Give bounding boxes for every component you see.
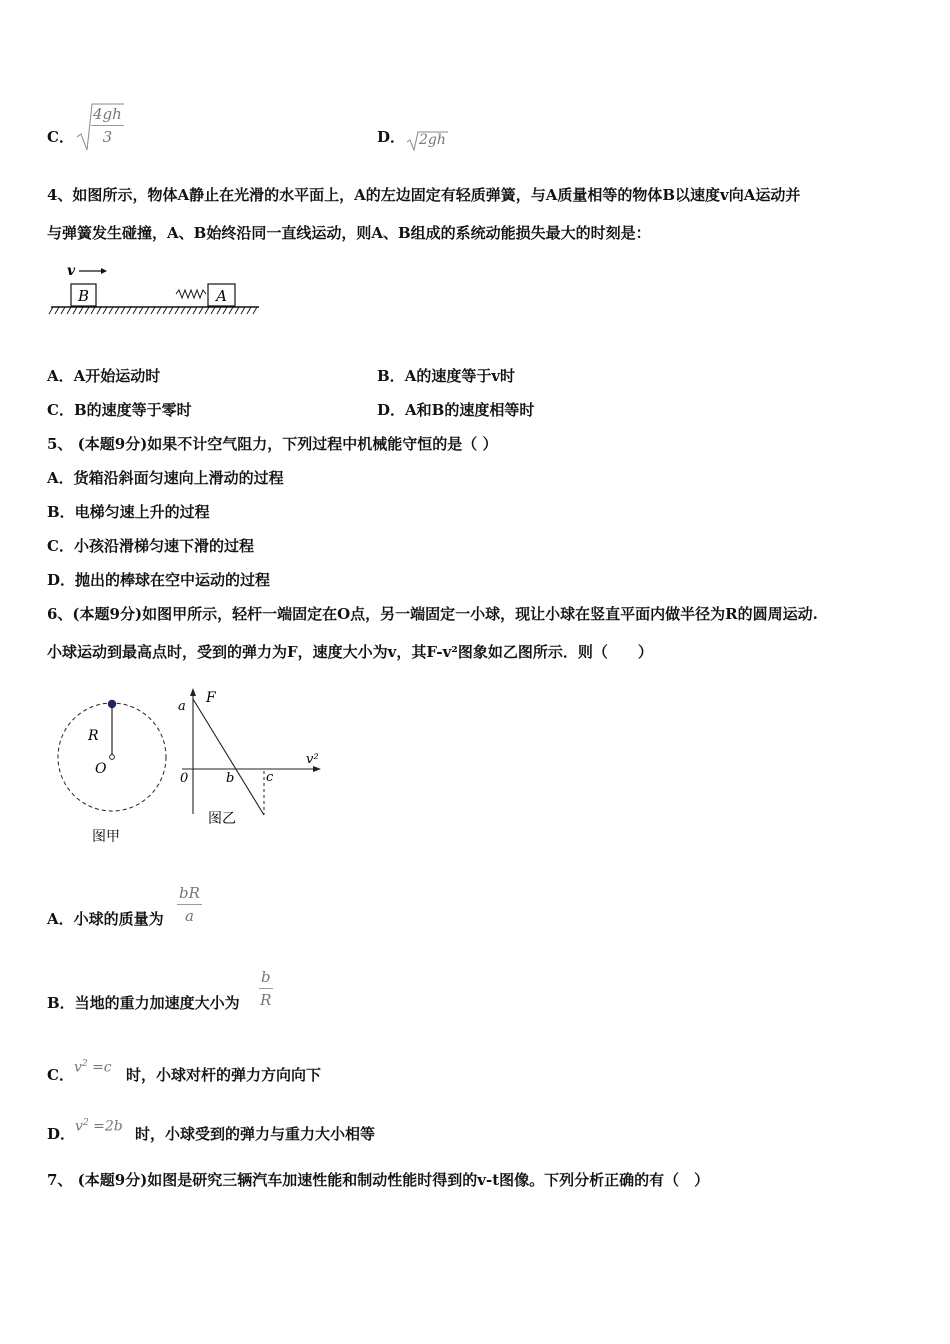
label-v2: v² (306, 752, 319, 767)
f-v2-line (193, 699, 264, 815)
label-b: b (226, 771, 235, 786)
label-c: c (266, 770, 274, 785)
q4-option-a: A．A开始运动时 (47, 367, 161, 385)
caption-yi: 图乙 (208, 811, 236, 827)
pivot-o (110, 755, 115, 760)
q3-c-numerator: 4gh (91, 105, 124, 126)
q4-stem-line1: 4、如图所示，物体A静止在光滑的水平面上，A的左边固定有轻质弹簧，与A质量相等的物体B以速度v向A运动并 (47, 186, 801, 204)
velocity-label: v (67, 263, 76, 279)
q4-option-c: C．B的速度等于零时 (47, 401, 192, 419)
q5-option-a: A．货箱沿斜面匀速向上滑动的过程 (47, 469, 284, 487)
block-b-label: B (77, 287, 90, 305)
f-axis-arrow (190, 688, 196, 696)
caption-jia: 图甲 (92, 829, 120, 845)
label-r: R (88, 728, 99, 744)
label-a: a (178, 699, 186, 714)
spring (176, 290, 206, 298)
q4-stem-line2: 与弹簧发生碰撞，A、B始终沿同一直线运动，则A、B组成的系统动能损失最大的时刻是： (47, 224, 651, 242)
q7-stem: 7、 (本题9分)如图是研究三辆汽车加速性能和制动性能时得到的v-t图像。下列分析正确的有（ ） (47, 1171, 710, 1189)
q3-c-denominator: 3 (102, 128, 113, 146)
q6-option-a-fraction: $\frac{bR}{a}$ (179, 884, 200, 925)
q5-option-b: B．电梯匀速上升的过程 (47, 503, 210, 521)
ball (108, 700, 116, 708)
velocity-arrowhead (101, 268, 107, 274)
label-o: O (95, 761, 107, 777)
q5-option-d: D．抛出的棒球在空中运动的过程 (47, 571, 271, 589)
q4-option-b: B．A的速度等于v时 (377, 367, 516, 385)
q3-option-c-label: C． (47, 128, 74, 146)
q3-option-d-label: D． (377, 128, 406, 146)
label-origin: 0 (180, 771, 189, 786)
q5-option-c: C．小孩沿滑梯匀速下滑的过程 (47, 537, 254, 555)
q4-figure (45, 262, 270, 324)
label-f: F (206, 690, 216, 706)
q6-option-c: C．$v^2 =c$ 时，小球对杆的弹力方向向下 (47, 1059, 321, 1084)
figure-yi (172, 686, 332, 831)
q6-stem-line1: 6、(本题9分)如图甲所示，轻杆一端固定在O点，另一端固定一小球，现让小球在竖直平面内做半径为R的圆周运动. (47, 605, 818, 623)
q3-d-expr: 2gh (419, 132, 446, 148)
block-a-label: A (216, 287, 227, 305)
q6-option-d: D．$v^2 =2b$ 时，小球受到的弹力与重力大小相等 (47, 1118, 376, 1143)
q6-option-a-text: A．小球的质量为 (47, 910, 164, 928)
q4-option-d: D．A和B的速度相等时 (377, 401, 535, 419)
q6-c-math: $v^2 =c$ (73, 1059, 112, 1076)
q6-stem-line2: 小球运动到最高点时，受到的弹力为F，速度大小为v，其F-v²图象如乙图所示．则（ ） (47, 643, 653, 661)
q5-stem: 5、 (本题9分)如果不计空气阻力，下列过程中机械能守恒的是（ ） (47, 435, 498, 453)
q6-d-math: $v^2 =2b$ (75, 1118, 123, 1135)
q6-option-b-fraction: $\frac{b}{R}$ (260, 968, 272, 1009)
ground-hatching (49, 307, 257, 314)
q6-option-b-text: B．当地的重力加速度大小为 (47, 994, 240, 1012)
figure-jia (50, 695, 170, 850)
